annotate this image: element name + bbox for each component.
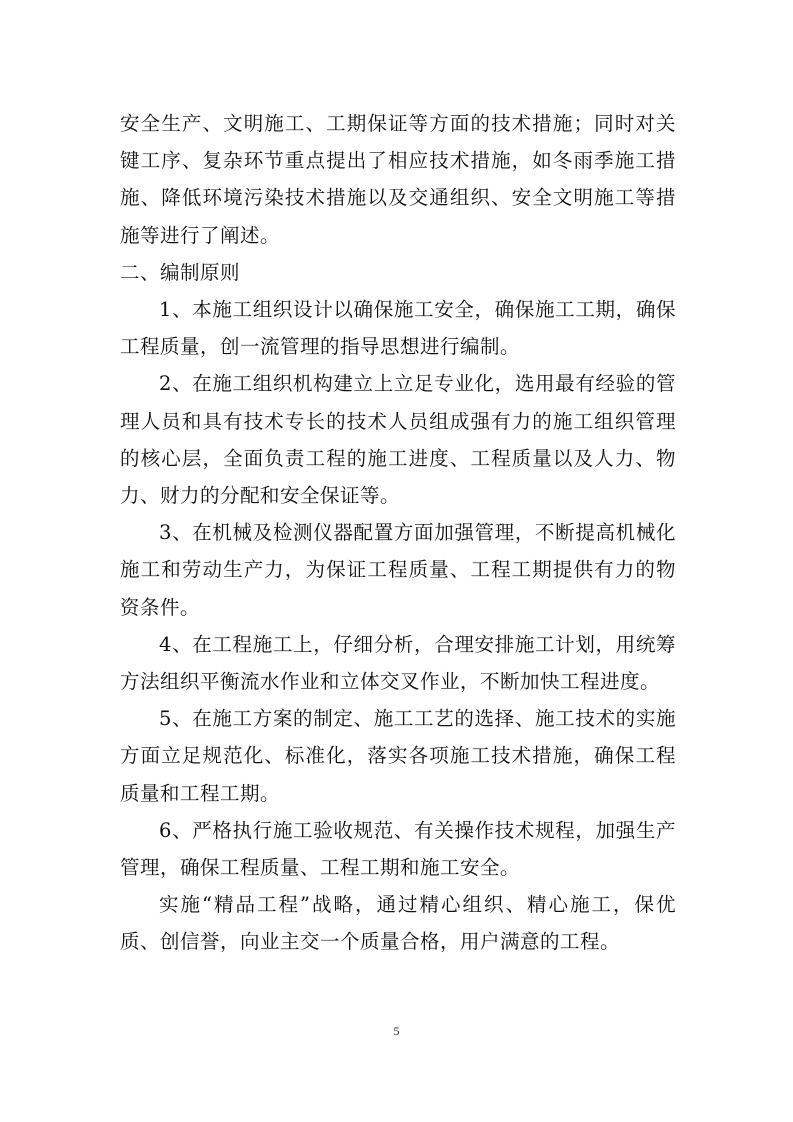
principle-6: 6、严格执行施工验收规范、有关操作技术规程，加强生产管理，确保工程质量、工程工期和施工安全。	[120, 818, 676, 880]
principle-2: 2、在施工组织机构建立上立足专业化，选用最有经验的管理人员和具有技术专长的技术人员组成强有力的施工组织管理的核心层，全面负责工程的施工进度、工程质量以及人力、物力、财力的分配和安全保证等。	[120, 372, 676, 508]
closing-statement: 实施“精品工程”战略，通过精心组织、精心施工，保优质、创信誉，向业主交一个质量合格，用户满意的工程。	[120, 893, 676, 954]
principle-1: 1、本施工组织设计以确保施工安全，确保施工工期，确保工程质量，创一流管理的指导思想进行编制。	[120, 298, 676, 359]
principle-5: 5、在施工方案的制定、施工工艺的选择、施工技术的实施方面立足规范化、标准化，落实各项施工技术措施，确保工程质量和工程工期。	[120, 707, 676, 805]
principle-3: 3、在机械及检测仪器配置方面加强管理，不断提高机械化施工和劳动生产力，为保证工程质量、工程工期提供有力的物资条件。	[120, 521, 676, 619]
principle-4: 4、在工程施工上，仔细分析，合理安排施工计划，用统筹方法组织平衡流水作业和立体交叉作业，不断加快工程进度。	[120, 632, 676, 694]
paragraph-continued-measures: 安全生产、文明施工、工期保证等方面的技术措施；同时对关键工序、复杂环节重点提出了相应技术措施，如冬雨季施工措施、降低环境污染技术措施以及交通组织、安全文明施工等措施等进行了阐述。	[120, 112, 676, 247]
document-body	[120, 105, 676, 961]
page-number: 5	[393, 1024, 400, 1038]
section-heading-compilation-principles: 二、编制原则	[120, 260, 241, 284]
